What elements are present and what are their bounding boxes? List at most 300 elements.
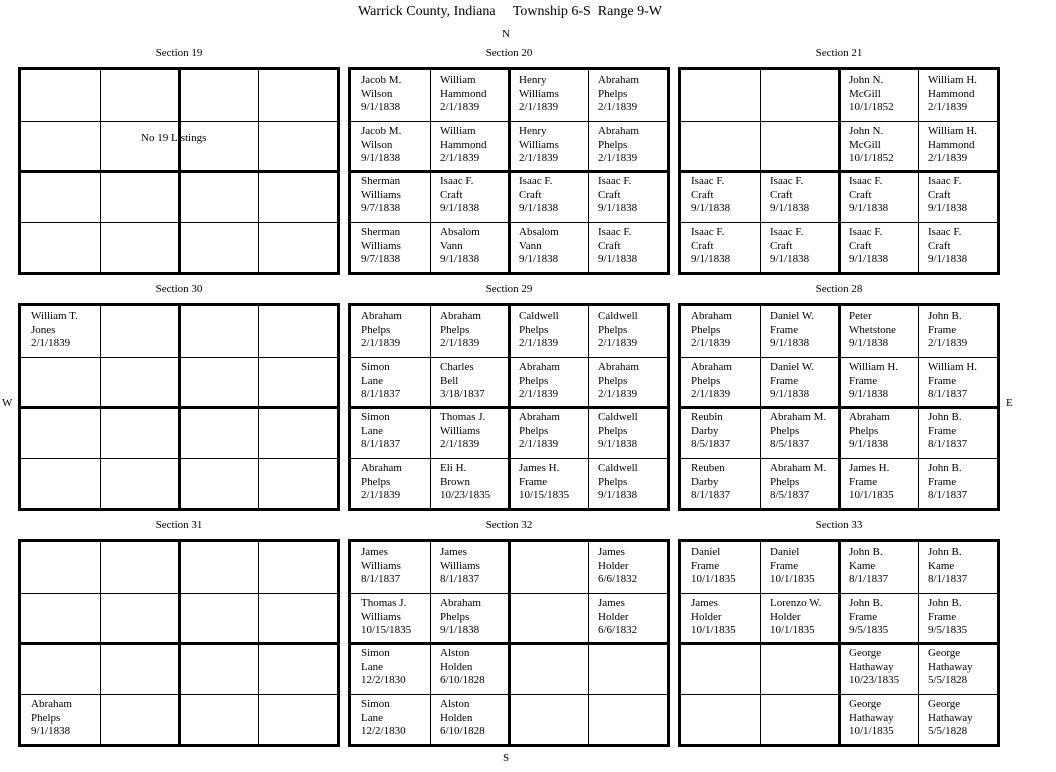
owner-given-name: Isaac F.: [928, 226, 962, 238]
section-label: Section 29: [485, 283, 533, 295]
land-entry: [839, 694, 918, 745]
entry-date: 9/1/1838: [598, 202, 638, 214]
owner-surname: Phelps: [598, 475, 628, 488]
entry-date: 9/1/1838: [519, 202, 559, 214]
land-entry: [351, 121, 430, 172]
owner-surname: Hammond: [440, 138, 487, 151]
owner-surname: Craft: [598, 188, 621, 201]
owner-given-name: Abraham: [598, 74, 639, 86]
entry-date: 8/1/1837: [928, 489, 968, 501]
land-entry: [681, 222, 760, 273]
owner-given-name: Simon: [361, 411, 390, 423]
owner-surname: Frame: [770, 559, 799, 572]
entry-date: 9/1/1838: [849, 438, 889, 450]
owner-surname: Williams: [519, 87, 559, 100]
owner-surname: Lane: [361, 374, 383, 387]
land-entry: [839, 306, 918, 357]
land-entry: [918, 542, 997, 593]
owner-given-name: Abraham: [598, 125, 639, 137]
entry-date: 10/1/1852: [849, 101, 894, 113]
owner-given-name: Isaac F.: [440, 175, 474, 187]
owner-given-name: Caldwell: [598, 462, 638, 474]
owner-surname: Frame: [928, 475, 957, 488]
owner-given-name: Simon: [361, 361, 390, 373]
owner-surname: Darby: [691, 475, 719, 488]
land-entry: [760, 542, 839, 593]
owner-surname: Phelps: [598, 138, 628, 151]
section-box: [678, 539, 1000, 747]
entry-date: 10/23/1835: [440, 489, 491, 501]
entry-date: 2/1/1839: [519, 438, 559, 450]
land-entry: [681, 407, 760, 458]
owner-given-name: Isaac F.: [849, 175, 883, 187]
entry-date: 10/15/1835: [361, 624, 412, 636]
entry-date: 2/1/1839: [598, 101, 638, 113]
land-entry: [918, 407, 997, 458]
owner-surname: Phelps: [598, 87, 628, 100]
land-entry: [681, 593, 760, 644]
owner-given-name: Absalom: [519, 226, 559, 238]
owner-surname: Phelps: [519, 424, 549, 437]
owner-given-name: Abraham: [440, 597, 481, 609]
owner-given-name: Abraham: [519, 361, 560, 373]
compass-north: N: [502, 28, 510, 40]
land-entry: [351, 593, 430, 644]
owner-given-name: William T.: [31, 310, 78, 322]
owner-surname: Frame: [849, 374, 878, 387]
owner-given-name: Reuben: [691, 462, 725, 474]
owner-given-name: John B.: [849, 546, 883, 558]
land-entry: [351, 357, 430, 408]
entry-date: 8/1/1837: [849, 573, 889, 585]
owner-surname: Craft: [519, 188, 542, 201]
owner-given-name: James: [598, 546, 625, 558]
owner-given-name: John B.: [928, 546, 962, 558]
entry-date: 8/1/1837: [361, 573, 401, 585]
land-entry: [430, 171, 509, 222]
owner-given-name: Isaac F.: [770, 226, 804, 238]
land-entry: [681, 542, 760, 593]
compass-east: E: [1006, 397, 1013, 409]
owner-given-name: Sherman: [361, 175, 401, 187]
entry-date: 6/10/1828: [440, 725, 485, 737]
land-entry: [918, 593, 997, 644]
land-entry: [588, 171, 667, 222]
land-entry: [509, 407, 588, 458]
section-divider: [21, 170, 337, 173]
section-label: Section 28: [815, 283, 863, 295]
owner-given-name: William H.: [928, 125, 978, 137]
section-box: [348, 67, 670, 275]
owner-given-name: Thomas J.: [440, 411, 486, 423]
owner-given-name: John B.: [928, 597, 962, 609]
section-label: Section 31: [155, 519, 203, 531]
entry-date: 2/1/1839: [598, 152, 638, 164]
entry-date: 10/1/1852: [849, 152, 894, 164]
owner-given-name: Absalom: [440, 226, 480, 238]
land-entry: [430, 306, 509, 357]
section-divider: [258, 70, 259, 272]
owner-surname: Vann: [440, 239, 463, 252]
owner-given-name: Reubin: [691, 411, 723, 423]
owner-surname: Frame: [519, 475, 548, 488]
owner-given-name: Alston: [440, 647, 470, 659]
entry-date: 12/2/1830: [361, 725, 406, 737]
owner-surname: Hathaway: [928, 660, 973, 673]
owner-given-name: Peter: [849, 310, 872, 322]
entry-date: 9/1/1838: [928, 202, 968, 214]
owner-surname: Phelps: [440, 610, 470, 623]
entry-date: 8/1/1837: [440, 573, 480, 585]
land-entry: [351, 222, 430, 273]
owner-surname: Phelps: [519, 374, 549, 387]
land-entry: [588, 458, 667, 509]
owner-surname: Holder: [691, 610, 722, 623]
section-box: [348, 539, 670, 747]
entry-date: 8/5/1837: [691, 438, 731, 450]
owner-surname: Brown: [440, 475, 470, 488]
entry-date: 9/7/1838: [361, 253, 401, 265]
land-entry: [21, 306, 100, 357]
owner-given-name: Henry: [519, 125, 547, 137]
entry-date: 9/1/1838: [770, 388, 810, 400]
owner-surname: Hathaway: [849, 711, 894, 724]
entry-date: 5/5/1828: [928, 674, 968, 686]
owner-given-name: Abraham: [519, 411, 560, 423]
owner-given-name: Caldwell: [598, 310, 638, 322]
land-entry: [918, 643, 997, 694]
entry-date: 2/1/1839: [361, 337, 401, 349]
owner-surname: Kame: [849, 559, 876, 572]
owner-surname: Phelps: [440, 323, 470, 336]
owner-surname: Frame: [928, 374, 957, 387]
owner-given-name: Isaac F.: [928, 175, 962, 187]
entry-date: 9/1/1838: [849, 253, 889, 265]
owner-surname: Craft: [691, 188, 714, 201]
entry-date: 9/1/1838: [849, 337, 889, 349]
owner-surname: Williams: [361, 559, 401, 572]
land-entry: [918, 458, 997, 509]
owner-given-name: Jacob M.: [361, 125, 402, 137]
land-entry: [588, 357, 667, 408]
owner-given-name: Alston: [440, 698, 470, 710]
owner-surname: McGill: [849, 138, 881, 151]
owner-surname: Frame: [691, 559, 720, 572]
land-entry: [588, 593, 667, 644]
land-entry: [588, 121, 667, 172]
owner-given-name: Caldwell: [598, 411, 638, 423]
owner-surname: Wilson: [361, 87, 393, 100]
entry-date: 2/1/1839: [928, 101, 968, 113]
land-entry: [509, 70, 588, 121]
land-entry: [839, 542, 918, 593]
land-entry: [760, 357, 839, 408]
land-entry: [430, 593, 509, 644]
entry-date: 8/1/1837: [361, 388, 401, 400]
owner-given-name: John B.: [928, 411, 962, 423]
section-box: [18, 539, 340, 747]
entry-date: 9/1/1838: [598, 489, 638, 501]
entry-date: 9/1/1838: [361, 152, 401, 164]
owner-surname: Williams: [361, 610, 401, 623]
section-label: Section 20: [485, 47, 533, 59]
owner-surname: Phelps: [770, 475, 800, 488]
owner-given-name: George: [928, 698, 961, 710]
section-label: Section 19: [155, 47, 203, 59]
owner-given-name: John N.: [849, 74, 884, 86]
entry-date: 2/1/1839: [440, 152, 480, 164]
owner-surname: Lane: [361, 711, 383, 724]
section-divider: [258, 542, 259, 744]
entry-date: 2/1/1839: [440, 101, 480, 113]
land-entry: [839, 222, 918, 273]
entry-date: 10/1/1835: [691, 624, 736, 636]
entry-date: 12/2/1830: [361, 674, 406, 686]
land-entry: [430, 458, 509, 509]
land-entry: [918, 70, 997, 121]
owner-surname: Frame: [928, 323, 957, 336]
compass-south: S: [503, 752, 510, 764]
owner-given-name: James H.: [519, 462, 560, 474]
entry-date: 9/1/1838: [928, 253, 968, 265]
entry-date: 8/1/1837: [928, 573, 968, 585]
land-entry: [839, 121, 918, 172]
entry-date: 8/5/1837: [770, 438, 810, 450]
land-entry: [430, 70, 509, 121]
section-box: [348, 303, 670, 511]
entry-date: 2/1/1839: [519, 337, 559, 349]
owner-surname: Hammond: [440, 87, 487, 100]
land-entry: [588, 407, 667, 458]
owner-surname: Holder: [598, 559, 629, 572]
owner-surname: Williams: [440, 424, 480, 437]
entry-date: 8/1/1837: [361, 438, 401, 450]
owner-surname: Frame: [849, 610, 878, 623]
owner-surname: Vann: [519, 239, 542, 252]
owner-given-name: Isaac F.: [691, 226, 725, 238]
owner-surname: Holder: [598, 610, 629, 623]
land-entry: [509, 357, 588, 408]
owner-given-name: Abraham: [691, 361, 732, 373]
owner-surname: Craft: [691, 239, 714, 252]
land-entry: [760, 593, 839, 644]
owner-given-name: Abraham M.: [770, 462, 827, 474]
land-entry: [588, 542, 667, 593]
land-entry: [430, 694, 509, 745]
entry-date: 9/1/1838: [691, 253, 731, 265]
land-entry: [430, 121, 509, 172]
owner-surname: Phelps: [598, 424, 628, 437]
owner-given-name: Simon: [361, 698, 390, 710]
land-entry: [918, 121, 997, 172]
land-entry: [918, 357, 997, 408]
owner-given-name: William: [440, 74, 476, 86]
land-entry: [918, 222, 997, 273]
section-box: [678, 67, 1000, 275]
entry-date: 3/18/1837: [440, 388, 485, 400]
owner-given-name: John B.: [928, 310, 962, 322]
section-note: No 19 Listings: [141, 132, 207, 144]
land-entry: [839, 458, 918, 509]
owner-surname: Craft: [770, 188, 793, 201]
owner-surname: Craft: [440, 188, 463, 201]
owner-surname: Bell: [440, 374, 459, 387]
land-entry: [681, 357, 760, 408]
owner-surname: Frame: [849, 475, 878, 488]
land-entry: [839, 70, 918, 121]
entry-date: 9/1/1838: [440, 624, 480, 636]
owner-surname: McGill: [849, 87, 881, 100]
entry-date: 10/1/1835: [770, 624, 815, 636]
owner-given-name: Abraham: [440, 310, 481, 322]
owner-surname: Lane: [361, 424, 383, 437]
owner-given-name: William H.: [928, 74, 978, 86]
owner-given-name: Daniel: [691, 546, 721, 558]
owner-surname: Frame: [928, 610, 957, 623]
owner-surname: Williams: [361, 239, 401, 252]
owner-given-name: Caldwell: [519, 310, 559, 322]
owner-surname: Frame: [770, 374, 799, 387]
section-label: Section 30: [155, 283, 203, 295]
section-divider: [21, 222, 337, 223]
owner-given-name: Thomas J.: [361, 597, 407, 609]
owner-surname: Frame: [770, 323, 799, 336]
owner-given-name: George: [849, 698, 882, 710]
entry-date: 9/1/1838: [770, 202, 810, 214]
owner-given-name: Abraham: [31, 698, 72, 710]
entry-date: 6/10/1828: [440, 674, 485, 686]
entry-date: 9/1/1838: [849, 388, 889, 400]
entry-date: 9/1/1838: [598, 253, 638, 265]
section-divider: [258, 306, 259, 508]
owner-surname: Craft: [598, 239, 621, 252]
entry-date: 9/1/1838: [770, 337, 810, 349]
owner-given-name: James: [691, 597, 718, 609]
entry-date: 9/1/1838: [519, 253, 559, 265]
land-entry: [430, 407, 509, 458]
owner-given-name: Isaac F.: [598, 175, 632, 187]
entry-date: 8/1/1837: [691, 489, 731, 501]
owner-given-name: Charles: [440, 361, 474, 373]
entry-date: 2/1/1839: [598, 388, 638, 400]
entry-date: 9/1/1838: [440, 253, 480, 265]
entry-date: 10/1/1835: [691, 573, 736, 585]
section-label: Section 21: [815, 47, 863, 59]
land-entry: [351, 458, 430, 509]
entry-date: 9/1/1838: [770, 253, 810, 265]
owner-surname: Wilson: [361, 138, 393, 151]
owner-surname: Craft: [849, 188, 872, 201]
land-entry: [351, 407, 430, 458]
entry-date: 2/1/1839: [31, 337, 71, 349]
entry-date: 10/1/1835: [770, 573, 815, 585]
owner-surname: Darby: [691, 424, 719, 437]
land-entry: [681, 306, 760, 357]
land-entry: [839, 407, 918, 458]
section-box: [18, 303, 340, 511]
land-entry: [760, 458, 839, 509]
entry-date: 10/1/1835: [849, 489, 894, 501]
land-entry: [430, 542, 509, 593]
land-entry: [588, 306, 667, 357]
entry-date: 8/5/1837: [770, 489, 810, 501]
land-entry: [760, 306, 839, 357]
land-entry: [351, 306, 430, 357]
owner-surname: Holder: [770, 610, 801, 623]
owner-given-name: Daniel W.: [770, 310, 814, 322]
entry-date: 8/1/1837: [928, 438, 968, 450]
owner-surname: Phelps: [361, 323, 391, 336]
section-divider: [21, 642, 337, 645]
land-entry: [430, 357, 509, 408]
owner-surname: Hammond: [928, 87, 975, 100]
owner-given-name: Abraham: [691, 310, 732, 322]
section-divider: [21, 458, 337, 459]
owner-given-name: Daniel: [770, 546, 800, 558]
entry-date: 9/1/1838: [31, 725, 71, 737]
owner-surname: Phelps: [691, 323, 721, 336]
land-entry: [760, 407, 839, 458]
owner-given-name: Abraham: [598, 361, 639, 373]
owner-surname: Jones: [31, 323, 56, 336]
land-entry: [839, 643, 918, 694]
entry-date: 9/1/1838: [598, 438, 638, 450]
owner-surname: Craft: [928, 239, 951, 252]
land-entry: [918, 171, 997, 222]
land-entry: [430, 222, 509, 273]
owner-given-name: Isaac F.: [770, 175, 804, 187]
land-entry: [509, 458, 588, 509]
entry-date: 9/1/1838: [361, 101, 401, 113]
land-entry: [509, 171, 588, 222]
land-entry: [351, 70, 430, 121]
entry-date: 2/1/1839: [928, 337, 968, 349]
owner-surname: Hammond: [928, 138, 975, 151]
owner-surname: Phelps: [849, 424, 879, 437]
land-entry: [430, 643, 509, 694]
land-entry: [509, 222, 588, 273]
land-entry: [681, 171, 760, 222]
entry-date: 9/5/1835: [928, 624, 968, 636]
section-label: Section 32: [485, 519, 533, 531]
entry-date: 10/23/1835: [849, 674, 900, 686]
owner-given-name: Abraham: [849, 411, 890, 423]
entry-date: 10/1/1835: [849, 725, 894, 737]
entry-date: 6/6/1832: [598, 624, 638, 636]
owner-given-name: Isaac F.: [598, 226, 632, 238]
land-entry: [839, 171, 918, 222]
entry-date: 2/1/1839: [598, 337, 638, 349]
entry-date: 9/5/1835: [849, 624, 889, 636]
owner-surname: Holden: [440, 711, 473, 724]
entry-date: 10/15/1835: [519, 489, 570, 501]
land-entry: [918, 694, 997, 745]
entry-date: 9/1/1838: [440, 202, 480, 214]
owner-surname: Phelps: [519, 323, 549, 336]
owner-given-name: Simon: [361, 647, 390, 659]
land-entry: [351, 643, 430, 694]
owner-surname: Phelps: [691, 374, 721, 387]
entry-date: 2/1/1839: [440, 438, 480, 450]
land-entry: [760, 222, 839, 273]
owner-surname: Kame: [928, 559, 955, 572]
land-entry: [21, 694, 100, 745]
owner-surname: Williams: [440, 559, 480, 572]
owner-given-name: Lorenzo W.: [770, 597, 822, 609]
owner-given-name: James: [598, 597, 625, 609]
land-entry: [351, 542, 430, 593]
owner-given-name: Henry: [519, 74, 547, 86]
